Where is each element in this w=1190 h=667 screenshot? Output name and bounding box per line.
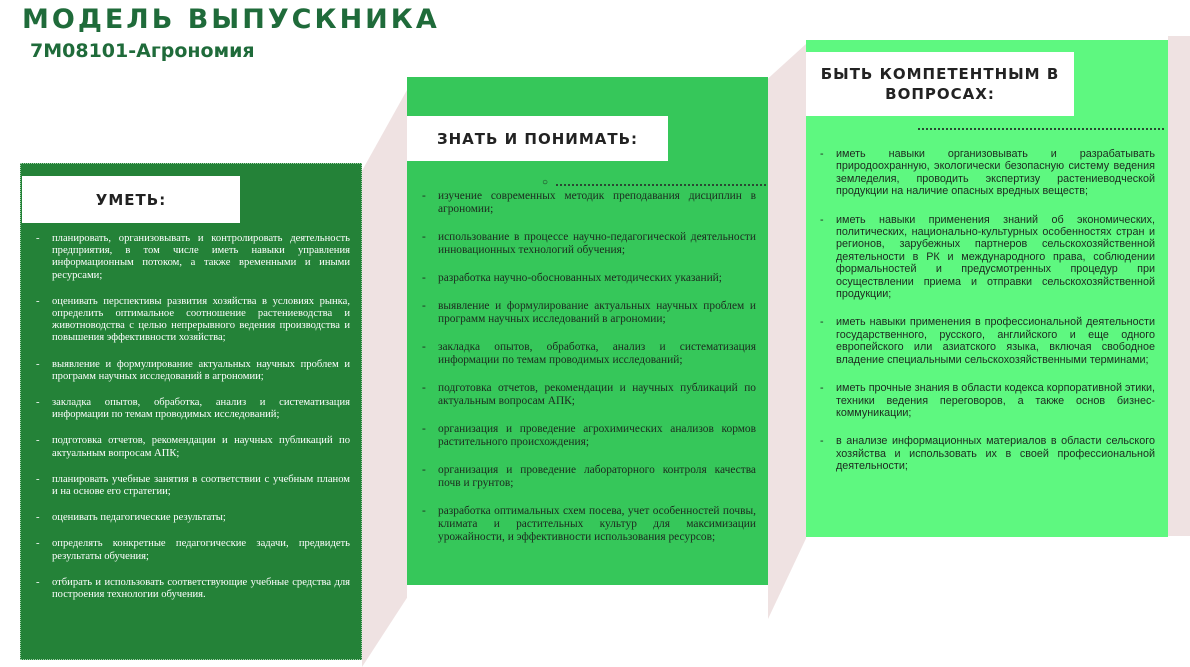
list-item: - планировать, организовывать и контролировать деятельность предприятия, в том числе иметь навыки управления информационным потоком, а также временными и иными ресурсами; (36, 233, 350, 282)
list-item: - организация и проведение агрохимических анализов кормов растительного происхождения; (422, 423, 756, 449)
dotted-divider-znat (556, 184, 766, 186)
list-znat (422, 190, 756, 559)
list-item: - разработка оптимальных схем посева, учет особенностей почвы, климата и растительных культур для максимизации урожайности, и эффективности использования ресурсов; (422, 505, 756, 544)
list-item: - в анализе информационных материалов в области сельского хозяйства и использовать их в своей профессиональной деятельности; (820, 435, 1155, 472)
list-item: - организация и проведение лабораторного контроля качества почв и грунтов; (422, 464, 756, 490)
list-item: - закладка опытов, обработка, анализ и систематизация информации по темам проводимых исследований; (422, 341, 756, 367)
list-item: - иметь навыки применения знаний об экономических, политических, национально-культурных особенностях стран и регионов, зарубежных партнеров сельскохозяйственной деятельности в РК и международного права, соблюдении формальностей и предусмотренных процедур при осуществлении приема и отправки сельскохозяйственной продукции; (820, 214, 1155, 301)
list-kompetent (820, 148, 1155, 489)
list-item: - оценивать педагогические результаты; (36, 512, 350, 524)
page-title: МОДЕЛЬ ВЫПУСКНИКА (22, 4, 440, 35)
list-umet (36, 233, 350, 615)
list-item: - определять конкретные педагогические задачи, предвидеть результаты обучения; (36, 538, 350, 562)
list-item: - оценивать перспективы развития хозяйства в условиях рынка, определить оптимальное соотношение растениеводства и животноводства с целью непрерывного ведения производства и повышения эффективности хозяйства; (36, 296, 350, 345)
list-item: - планировать учебные занятия в соответствии с учебным планом и на основе его стратегии; (36, 474, 350, 498)
heading-umet: УМЕТЬ: (22, 176, 240, 223)
bullet-circle-icon: ○ (542, 177, 549, 188)
page-subtitle: 7M08101-Агрономия (30, 40, 255, 62)
list-item: - подготовка отчетов, рекомендации и научных публикаций по актуальным вопросам АПК; (36, 435, 350, 459)
heading-kompetent: БЫТЬ КОМПЕТЕНТНЫМ В ВОПРОСАХ: (806, 52, 1074, 116)
list-item: - использование в процессе научно-педагогической деятельности инновационных технологий обучения; (422, 231, 756, 257)
list-item: - иметь навыки применения в профессиональной деятельности государственного, русского, английского и еще одного европейского или азиатского языка, включая свободное владение специальными сельскохозяйственными терминами; (820, 316, 1155, 366)
list-item: - иметь навыки организовывать и разрабатывать природоохранную, экологически безопасную систему ведения земледелия, проводить экспертизу растениеводческой продукции на наличие опасных вредных веществ; (820, 148, 1155, 198)
connector-band-left (362, 90, 407, 667)
heading-znat: ЗНАТЬ И ПОНИМАТЬ: (407, 116, 668, 161)
right-edge-strip (1168, 36, 1190, 536)
list-item: - закладка опытов, обработка, анализ и систематизация информации по темам проводимых исследований; (36, 397, 350, 421)
connector-band-right (768, 44, 806, 619)
list-item: - подготовка отчетов, рекомендации и научных публикаций по актуальным вопросам АПК; (422, 382, 756, 408)
dotted-divider-kompetent (918, 128, 1164, 130)
list-item: - выявление и формулирование актуальных научных проблем и программ научных исследований в агрономии; (422, 300, 756, 326)
list-item: - изучение современных методик преподавания дисциплин в агрономии; (422, 190, 756, 216)
list-item: - разработка научно-обоснованных методических указаний; (422, 272, 756, 285)
list-item: - иметь прочные знания в области кодекса корпоративной этики, техники ведения переговоров, а также основ бизнес-коммуникации; (820, 382, 1155, 419)
list-item: - отбирать и использовать соответствующие учебные средства для построения технологии обучения. (36, 577, 350, 601)
list-item: - выявление и формулирование актуальных научных проблем и программ научных исследований в агрономии; (36, 359, 350, 383)
